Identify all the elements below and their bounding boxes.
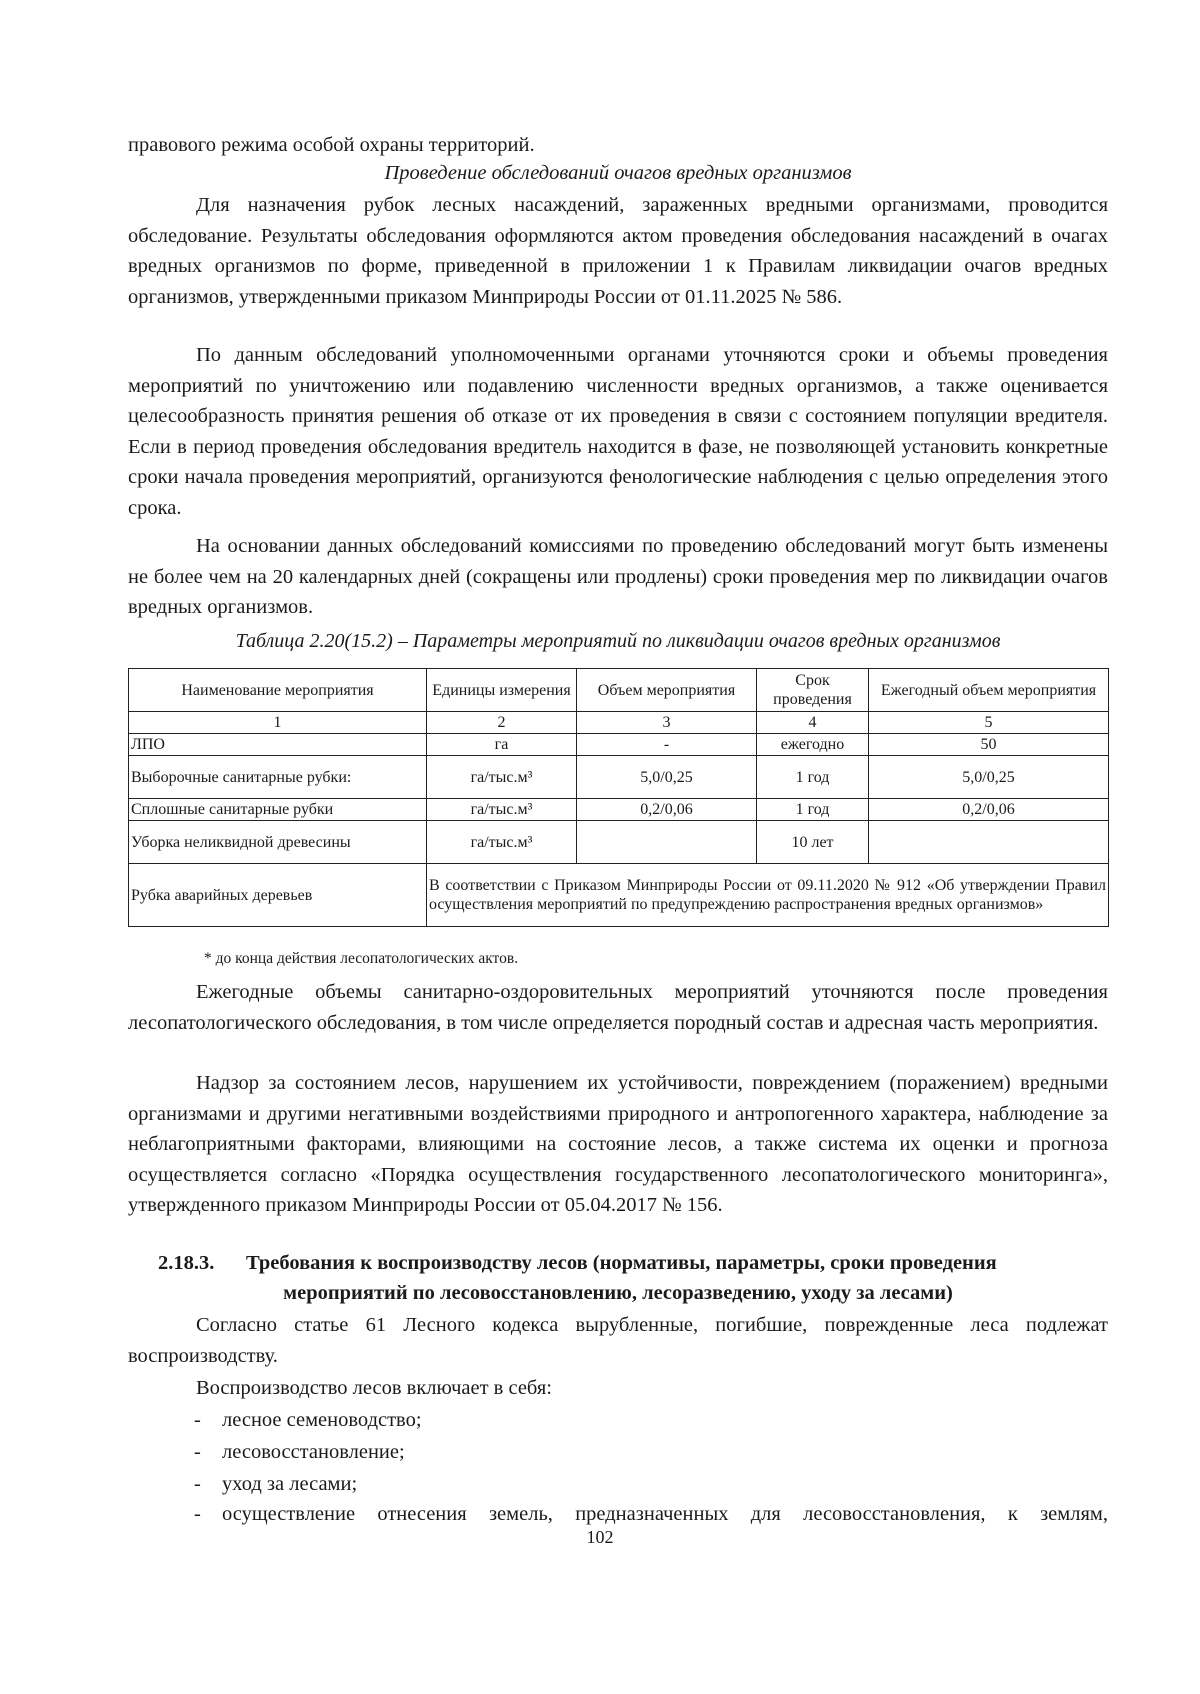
header-units: Единицы измерения bbox=[427, 669, 577, 712]
cell-volume bbox=[577, 821, 757, 864]
list-item-text: уход за лесами; bbox=[222, 1473, 358, 1495]
cell-unit: га/тыс.м³ bbox=[427, 821, 577, 864]
column-number: 2 bbox=[427, 712, 577, 734]
list-dash: - bbox=[194, 1503, 201, 1525]
table-caption: Таблица 2.20(15.2) – Параметры мероприятий по ликвидации очагов вредных организмов bbox=[235, 630, 1001, 652]
list-dash: - bbox=[194, 1473, 201, 1495]
list-item-text: осуществление отнесения земель, предназначенных для лесовосстановления, к землям, bbox=[222, 1503, 1108, 1525]
cell-term: ежегодно bbox=[757, 734, 869, 756]
table-row bbox=[129, 734, 1109, 756]
intro-line: правового режима особой охраны территорий. bbox=[128, 134, 535, 156]
list-dash: - bbox=[194, 1441, 201, 1463]
section-heading-line1: Требования к воспроизводству лесов (нормативы, параметры, сроки проведения bbox=[246, 1252, 997, 1274]
paragraph-survey: Для назначения рубок лесных насаждений, зараженных вредными организмами, проводится обследование. Результаты обследования оформляются актом проведения обследования насаждений в очагах вредных организмов по форме, приведенной в приложении 1 к Правилам ликвидации очагов вредных организмов, утвержденными приказом Минприроды России от 01.11.2025 № 586. bbox=[128, 194, 1108, 308]
paragraph-annual-volumes: Ежегодные объемы санитарно-оздоровительных мероприятий уточняются после проведения лесопатологического обследования, в том числе определяется породный состав и адресная часть мероприятия. bbox=[128, 981, 1108, 1034]
list-intro: Воспроизводство лесов включает в себя: bbox=[196, 1377, 552, 1399]
paragraph-commission: На основании данных обследований комиссиями по проведению обследований могут быть изменены не более чем на 20 календарных дней (сокращены или продлены) сроки проведения мер по ликвидации очагов вредных организмов. bbox=[128, 535, 1108, 618]
cell-term: 10 лет bbox=[757, 821, 869, 864]
header-measure-name: Наименование мероприятия bbox=[129, 669, 427, 712]
header-annual-volume: Ежегодный объем мероприятия bbox=[869, 669, 1109, 712]
cell-volume: 5,0/0,25 bbox=[577, 756, 757, 799]
measures-table bbox=[128, 668, 1109, 927]
header-volume: Объем мероприятия bbox=[577, 669, 757, 712]
list-dash: - bbox=[194, 1409, 201, 1431]
cell-annual: 5,0/0,25 bbox=[869, 756, 1109, 799]
cell-annual: 0,2/0,06 bbox=[869, 799, 1109, 821]
paragraph-survey-results: По данным обследований уполномоченными органами уточняются сроки и объемы проведения мероприятий по уничтожению или подавлению численности вредных организмов, а также оценивается целесообразность принятия решения об отказе от их проведения в связи с состоянием популяции вредителя. Если в период проведения обследования вредитель находится в фазе, не позволяющей установить конкретные сроки начала проведения мероприятий, организуются фенологические наблюдения с целью определения этого срока. bbox=[128, 344, 1108, 519]
cell-annual: 50 bbox=[869, 734, 1109, 756]
column-number-row bbox=[129, 712, 1109, 734]
cell-measure-name: Выборочные санитарные рубки: bbox=[129, 756, 427, 799]
cell-annual bbox=[869, 821, 1109, 864]
table-footnote: * до конца действия лесопатологических актов. bbox=[204, 950, 519, 967]
cell-term: 1 год bbox=[757, 799, 869, 821]
cell-measure-name: Уборка неликвидной древесины bbox=[129, 821, 427, 864]
cell-measure-name: Рубка аварийных деревьев bbox=[129, 864, 427, 927]
cell-unit: га/тыс.м³ bbox=[427, 756, 577, 799]
list-item-text: лесовосстановление; bbox=[222, 1441, 405, 1463]
table-row bbox=[129, 864, 1109, 927]
cell-measure-name: ЛПО bbox=[129, 734, 427, 756]
section-heading-number: 2.18.3. bbox=[158, 1252, 215, 1274]
paragraph-supervision: Надзор за состоянием лесов, нарушением их устойчивости, повреждением (поражением) вредными организмами и другими негативными воздействиями природного и антропогенного характера, наблюдение за неблагоприятными факторами, влияющими на состояние лесов, а также система их оценки и прогноза осуществляется согласно «Порядка осуществления государственного лесопатологического мониторинга», утвержденного приказом Минприроды России от 05.04.2017 № 156. bbox=[128, 1072, 1108, 1216]
section-title: Проведение обследований очагов вредных организмов bbox=[384, 162, 852, 184]
cell-term: 1 год bbox=[757, 756, 869, 799]
cell-unit: га bbox=[427, 734, 577, 756]
cell-merged-regulation: В соответствии с Приказом Минприроды России от 09.11.2020 № 912 «Об утверждении Правил осуществления мероприятий по предупреждению распространения вредных организмов» bbox=[427, 864, 1109, 927]
list-item-text: лесное семеноводство; bbox=[222, 1409, 422, 1431]
table-row bbox=[129, 799, 1109, 821]
column-number: 5 bbox=[869, 712, 1109, 734]
page-number: 102 bbox=[586, 1527, 614, 1547]
table-header-row bbox=[129, 669, 1109, 712]
section-heading-line2: мероприятий по лесовосстановлению, лесоразведению, уходу за лесами) bbox=[283, 1282, 953, 1304]
column-number: 4 bbox=[757, 712, 869, 734]
cell-measure-name: Сплошные санитарные рубки bbox=[129, 799, 427, 821]
column-number: 3 bbox=[577, 712, 757, 734]
cell-volume: - bbox=[577, 734, 757, 756]
cell-unit: га/тыс.м³ bbox=[427, 799, 577, 821]
table-row bbox=[129, 756, 1109, 799]
paragraph-article-61: Согласно статье 61 Лесного кодекса вырубленные, погибшие, поврежденные леса подлежат воспроизводству. bbox=[128, 1314, 1108, 1367]
column-number: 1 bbox=[129, 712, 427, 734]
cell-volume: 0,2/0,06 bbox=[577, 799, 757, 821]
header-term: Срок проведения bbox=[757, 669, 869, 712]
table-row bbox=[129, 821, 1109, 864]
list-item bbox=[196, 1499, 1108, 1529]
